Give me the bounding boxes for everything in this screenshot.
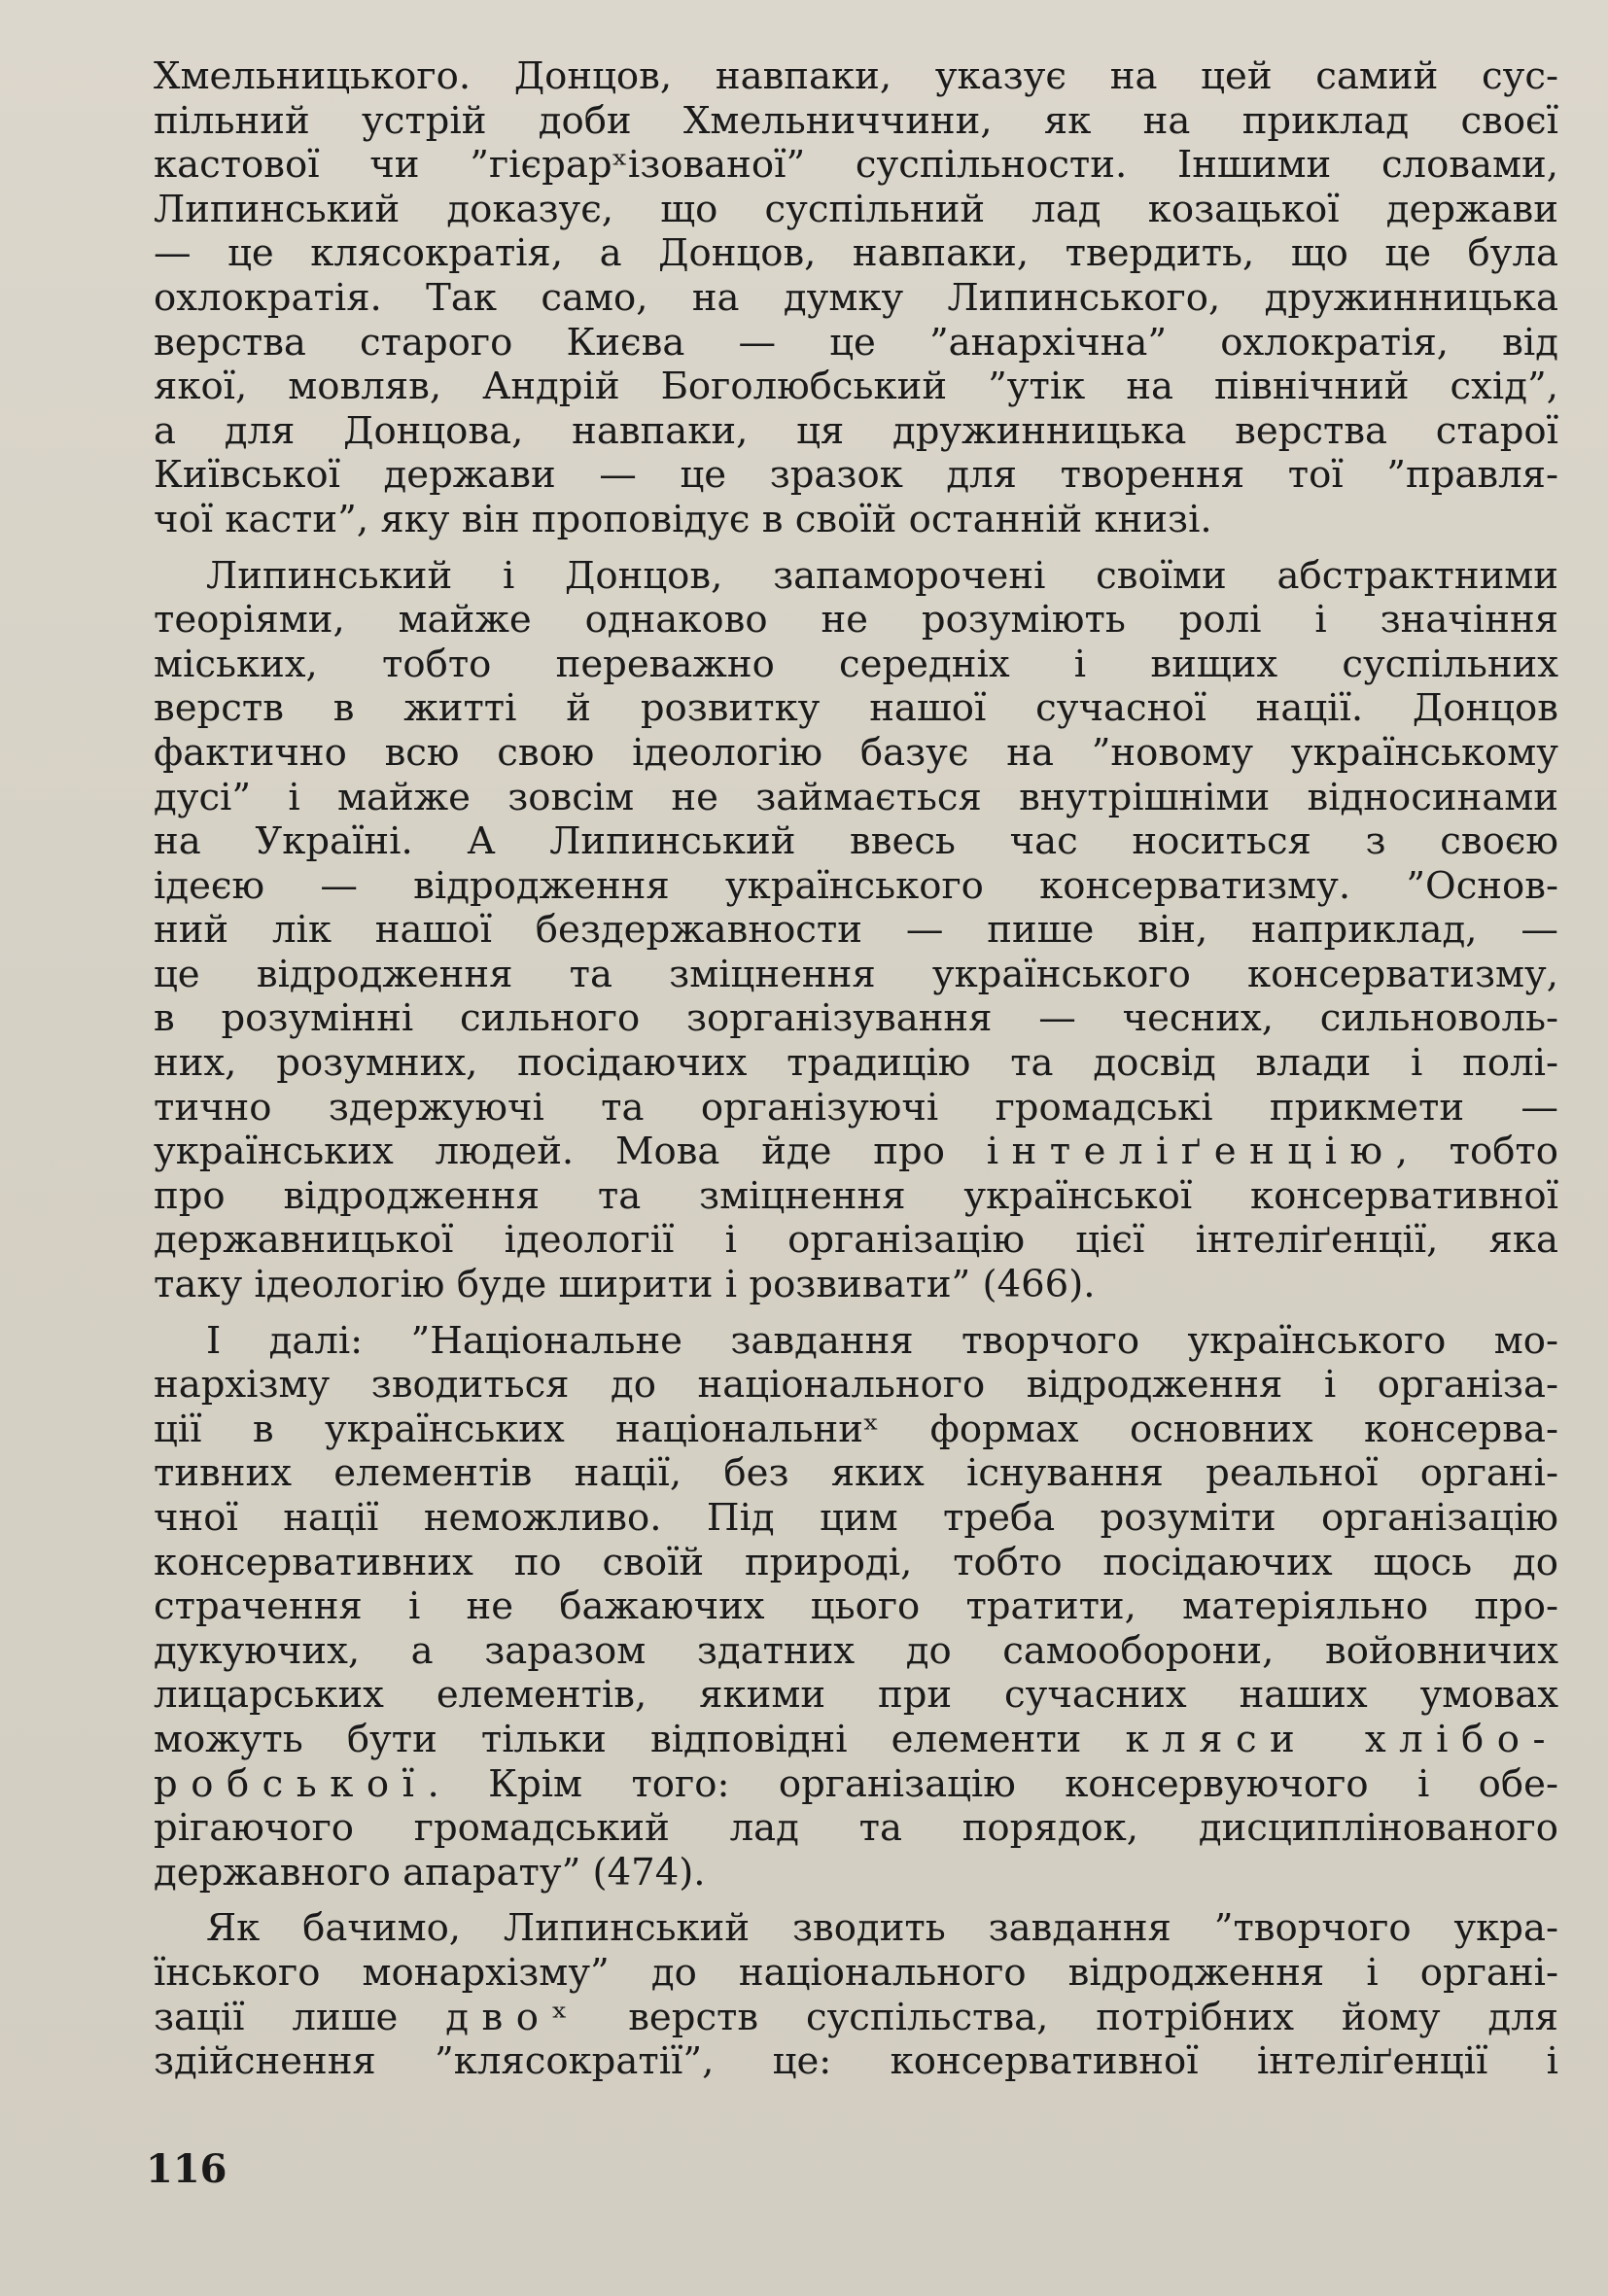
- text-line: [154, 1762, 1558, 1807]
- text-line: міських, тобто переважно середніх і вищих суспільних: [154, 642, 1558, 686]
- text-line: державницької ідеології і організацію цієї інтеліґенції, яка: [154, 1218, 1558, 1263]
- text-segment: , тобто: [1395, 1130, 1559, 1174]
- text-line: в розумінні сильного зорганізування — чесних, сильноволь-: [154, 996, 1558, 1041]
- spaced-emphasis: кляси хлібо-: [1125, 1717, 1558, 1761]
- page-number: 116: [146, 2146, 227, 2192]
- text-line: [154, 1130, 1558, 1174]
- spaced-emphasis: робської: [154, 1761, 428, 1806]
- paragraph: [154, 554, 1558, 1307]
- text-line: дукуючих, а заразом здатних до самооборони, войовничих: [154, 1628, 1558, 1673]
- text-segment: українських людей. Мова йде про: [154, 1130, 945, 1174]
- text-line: нархізму зводиться до національного відродження і організа-: [154, 1363, 1558, 1408]
- text-line: тично здержуючі та організуючі громадські прикмети —: [154, 1085, 1558, 1130]
- paragraph: [154, 1906, 1558, 2083]
- paragraph: [154, 54, 1558, 542]
- spaced-emphasis: двоˣ: [445, 1995, 581, 2039]
- text-line: ції в українських національниˣ формах основних консерва-: [154, 1407, 1558, 1451]
- text-line: кастової чи ”гієрарˣізованої” суспільности. Іншими словами,: [154, 143, 1558, 188]
- spaced-emphasis: інтеліґенцію: [986, 1130, 1396, 1174]
- text-segment: . Крім того: організацію консервуючого і обе-: [427, 1761, 1558, 1806]
- text-line: консервативних по своїй природі, тобто посідаючих щось до: [154, 1540, 1558, 1584]
- text-line: [154, 1718, 1558, 1762]
- text-line: теоріями, майже однаково не розуміють ролі і значіння: [154, 598, 1558, 643]
- text-line: верства старого Києва — це ”анархічна” охлократія, від: [154, 320, 1558, 365]
- text-line: про відродження та зміцнення української консервативної: [154, 1173, 1558, 1218]
- text-line: дусі” і майже зовсім не займається внутрішніми відносинами: [154, 775, 1558, 819]
- text-line: Хмельницького. Донцов, навпаки, указує на цей самий сус-: [154, 54, 1558, 98]
- text-line: державного апарату” (474).: [154, 1850, 706, 1895]
- text-line: ідеєю — відродження українського консерватизму. ”Основ-: [154, 863, 1558, 908]
- text-line: верств в житті й розвитку нашої сучасної нації. Донцов: [154, 686, 1558, 731]
- text-line: — це клясократія, а Донцов, навпаки, твердить, що це була: [154, 231, 1558, 276]
- text-line: [154, 1996, 1558, 2040]
- text-line: здійснення ”клясократії”, це: консервативної інтеліґенції і: [154, 2039, 1558, 2084]
- text-line: Липинський доказує, що суспільний лад козацької держави: [154, 187, 1558, 231]
- text-line: Як бачимо, Липинський зводить завдання ”творчого укра-: [206, 1906, 1558, 1951]
- text-line: чної нації неможливо. Під цим треба розуміти організацію: [154, 1496, 1558, 1540]
- text-line: Липинський і Донцов, запаморочені своїми абстрактними: [206, 553, 1558, 598]
- text-line: а для Донцова, навпаки, ця дружинницька верства старої: [154, 408, 1558, 453]
- text-line: таку ідеологію буде ширити і розвивати” (466).: [154, 1263, 1096, 1307]
- text-line: чої касти”, яку він проповідує в своїй останній книзі.: [154, 497, 1212, 541]
- text-line: охлократія. Так само, на думку Липинського, дружинницька: [154, 275, 1558, 320]
- text-line: І далі: ”Національне завдання творчого українського мо-: [206, 1318, 1558, 1363]
- text-line: пільний устрій доби Хмельниччини, як на приклад своєї: [154, 98, 1558, 143]
- text-segment: зації лише: [154, 1995, 399, 2039]
- text-line: них, розумних, посідаючих традицію та досвід влади і полі-: [154, 1041, 1558, 1086]
- text-line: ний лік нашої бездержавности — пише він, наприклад, —: [154, 908, 1558, 953]
- text-line: якої, мовляв, Андрій Боголюбський ”утік на північний схід”,: [154, 365, 1558, 409]
- text-line: їнського монархізму” до національного відродження і органі-: [154, 1950, 1558, 1995]
- text-line: на Україні. А Липинський ввесь час носиться з своєю: [154, 819, 1558, 864]
- text-line: лицарських елементів, якими при сучасних наших умовах: [154, 1673, 1558, 1718]
- text-line: рігаючого громадський лад та порядок, дисциплінованого: [154, 1806, 1558, 1851]
- body-text: [154, 54, 1558, 2084]
- text-line: Київської держави — це зразок для творення тої ”правля-: [154, 453, 1558, 498]
- text-line: це відродження та зміцнення українського консерватизму,: [154, 952, 1558, 996]
- text-line: страчення і не бажаючих цього тратити, матеріяльно про-: [154, 1584, 1558, 1629]
- text-segment: можуть бути тільки відповідні елементи: [154, 1717, 1082, 1761]
- text-line: тивних елементів нації, без яких існування реальної органі-: [154, 1451, 1558, 1496]
- paragraph: [154, 1319, 1558, 1896]
- text-line: фактично всю свою ідеологію базує на ”новому українському: [154, 730, 1558, 775]
- text-segment: верств суспільства, потрібних йому для: [628, 1995, 1558, 2039]
